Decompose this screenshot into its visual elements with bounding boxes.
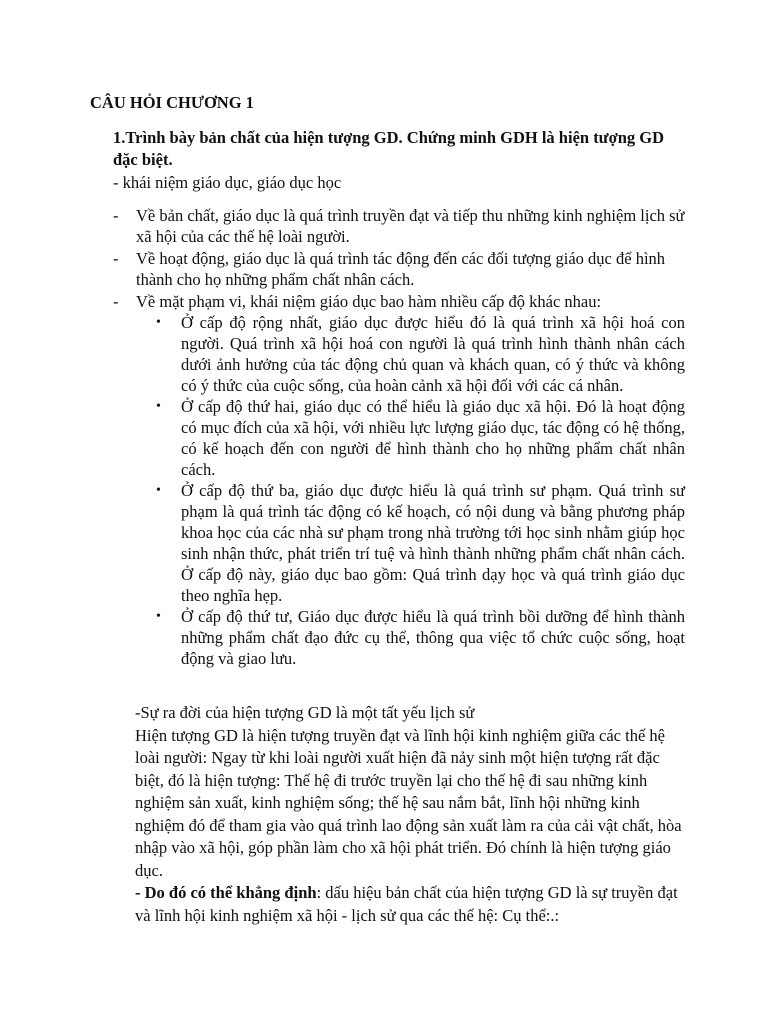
history-paragraph: Hiện tượng GD là hiện tượng truyền đạt và lĩnh hội kinh nghiệm giữa các thế hệ loài người: Ngay từ khi loài người xuất hiện đã nảy sinh một hiện tượng rất đặc biệt, đó là hiện tượng: Thế hệ đi trước truyền lại cho thế hệ đi sau những kinh nghiệm sản xuất, kinh nghiệm sống; thế hệ sau nắm bắt, lĩnh hội những kinh nghiệm đó để tham gia vào quá trình lao động sản xuất làm ra của cải vật chất, hòa nhập vào xã hội, góp phần làm cho xã hội phát triển. Đó chính là hiện tượng giáo dục.	[135, 725, 682, 880]
history-heading: -Sự ra đời của hiện tượng GD là một tất yếu lịch sử	[135, 703, 475, 722]
definition-line: - khái niệm giáo dục, giáo dục học	[113, 173, 342, 192]
dash-marker: -	[113, 206, 119, 225]
dash-marker: -	[113, 292, 119, 311]
bullet-marker: •	[156, 399, 161, 414]
bullet-list	[156, 312, 685, 669]
bullet-marker: •	[156, 483, 161, 498]
bullet-item-level-1	[156, 312, 685, 396]
bullet-marker: •	[156, 315, 161, 330]
question-heading: 1.Trình bày bản chất của hiện tượng GD. Chứng minh GDH là hiện tượng GD đặc biệt.	[113, 128, 665, 169]
history-section	[135, 702, 683, 927]
bullet-item-text: Ở cấp độ thứ hai, giáo dục có thể hiểu là giáo dục xã hội. Đó là hoạt động có mục đích của xã hội, với nhiều lực lượng giáo dục, tác động có hệ thống, có kế hoạch đến con người để hình thành cho họ những phẩm chất nhân cách.	[181, 397, 685, 479]
conclusion-prefix: - Do đó có thể khẳng định	[135, 883, 317, 902]
dash-item-text: Về mặt phạm vi, khái niệm giáo dục bao hàm nhiều cấp độ khác nhau:	[136, 292, 602, 311]
bullet-item-text: Ở cấp độ thứ tư, Giáo dục được hiểu là quá trình bồi dưỡng để hình thành những phẩm chất đạo đức cụ thể, thông qua việc tổ chức cuộc sống, hoạt động và giao lưu.	[181, 607, 685, 668]
bullet-marker: •	[156, 609, 161, 624]
bullet-item-level-2	[156, 396, 685, 480]
bullet-item-text: Ở cấp độ thứ ba, giáo dục được hiểu là quá trình sư phạm. Quá trình sư phạm là quá trình tác động có kế hoạch, có nội dung và bằng phương pháp khoa học của các nhà sư phạm trong nhà trường tới học sinh nhằm giúp học sinh nhận thức, phát triển trí tuệ và hình thành những phẩm chất nhân cách. Ở cấp độ này, giáo dục bao gồm: Quá trình dạy học và quá trình giáo dục theo nghĩa hẹp.	[181, 481, 685, 605]
dash-list	[113, 205, 685, 670]
dash-item-essence	[113, 205, 685, 247]
chapter-title: CÂU HỎI CHƯƠNG 1	[90, 93, 254, 112]
conclusion-text: : dấu hiệu bản chất của hiện tượng GD là sự truyền đạt và lĩnh hội kinh nghiệm xã hội - lịch sử qua các thế hệ: Cụ thể:.:	[135, 883, 678, 925]
history-conclusion	[135, 882, 683, 927]
dash-item-activity	[113, 248, 685, 290]
bullet-item-level-3	[156, 480, 685, 606]
dash-item-scope	[113, 291, 685, 669]
dash-item-text: Về hoạt động, giáo dục là quá trình tác động đến các đối tượng giáo dục để hình thành cho họ những phẩm chất nhân cách.	[136, 249, 666, 289]
bullet-item-level-4	[156, 606, 685, 669]
dash-marker: -	[113, 249, 119, 268]
bullet-item-text: Ở cấp độ rộng nhất, giáo dục được hiểu đó là quá trình xã hội hoá con người. Quá trình xã hội hoá con người là quá trình hình thành nhân cách dưới ảnh hưởng của tác động chủ quan và khách quan, có ý thức và không có ý thức của cuộc sống, của hoàn cảnh xã hội đối với các cá nhân.	[181, 313, 685, 395]
dash-item-text: Về bản chất, giáo dục là quá trình truyền đạt và tiếp thu những kinh nghiệm lịch sử xã hội của các thế hệ loài người.	[136, 206, 685, 246]
